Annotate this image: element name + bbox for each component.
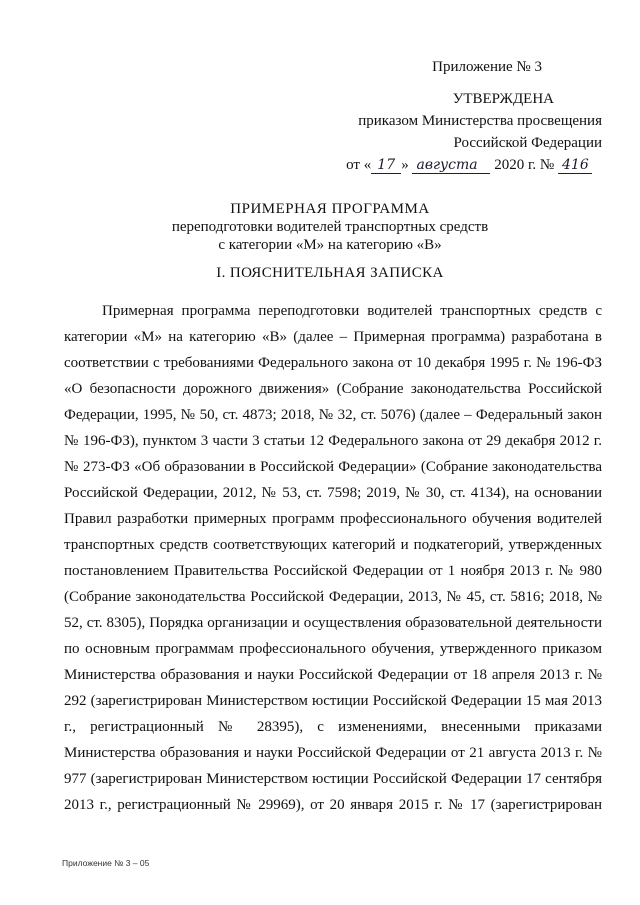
date-prefix: от « (346, 157, 372, 173)
handwritten-day: 17 (371, 157, 401, 174)
date-mid: » (401, 157, 409, 173)
order-date-line (330, 154, 602, 176)
body-text (64, 298, 602, 818)
footer-code: Приложение № 3 – 05 (62, 858, 150, 868)
approved-stamp-text: УТВЕРЖДЕНА (452, 91, 554, 107)
appendix-label: Приложение № 3 (432, 59, 542, 75)
year-text: 2020 г. № (494, 157, 555, 173)
order-issuer-line1: приказом Министерства просвещения (358, 113, 602, 129)
title-line-1: ПРИМЕРНАЯ ПРОГРАММА (230, 201, 430, 217)
order-issuer-line2: Российской Федерации (453, 135, 602, 151)
handwritten-order-number: 416 (558, 157, 592, 174)
body-paragraph: Примерная программа переподготовки водителей транспортных средств с категории «М» на категорию «В» (далее – Примерная программа) разработана в соответствии с требованиями Федерального закона от 10 декабря 1995 г. № 196-ФЗ «О безопасности дорожного движения» (Собрание законодательства Российской Федерации, 1995, № 50, ст. 4873; 2018, № 32, ст. 5076) (далее – Федеральный закон № 196-ФЗ), пунктом 3 части 3 статьи 12 Федерального закона от 29 декабря 2012 г. № 273-ФЗ «Об образовании в Российской Федерации» (Собрание законодательства Российской Федерации, 2012, № 53, ст. 7598; 2019, № 30, ст. 4134), на основании Правил разработки примерных программ профессионального обучения водителей транспортных средств соответствующих категорий и подкатегорий, утвержденных постановлением Правительства Российской Федерации от 1 ноября 2013 г. № 980 (Собрание законодательства Российской Федерации, 2013, № 45, ст. 5816; 2018, № 52, ст. 8305), Порядка организации и осуществления образовательной деятельности по основным программам профессионального обучения, утвержденного приказом Министерства образования и науки Российской Федерации от 18 апреля 2013 г. № 292 (зарегистрирован Министерством юстиции Российской Федерации 15 мая 2013 г., регистрационный № 28395), с изменениями, внесенными приказами Министерства образования и науки Российской Федерации от 21 августа 2013 г. № 977 (зарегистрирован Министерством юстиции Российской Федерации 17 сентября 2013 г., регистрационный № 29969), от 20 января 2015 г. № 17 (зарегистрирован (64, 303, 602, 813)
title-line-3: с категории «М» на категорию «В» (218, 237, 442, 253)
title-line-2: переподготовки водителей транспортных средств (171, 219, 489, 235)
document-title (60, 200, 600, 254)
section-heading: I. ПОЯСНИТЕЛЬНАЯ ЗАПИСКА (216, 265, 444, 281)
approval-block (330, 56, 602, 176)
handwritten-month: августа (412, 157, 490, 174)
